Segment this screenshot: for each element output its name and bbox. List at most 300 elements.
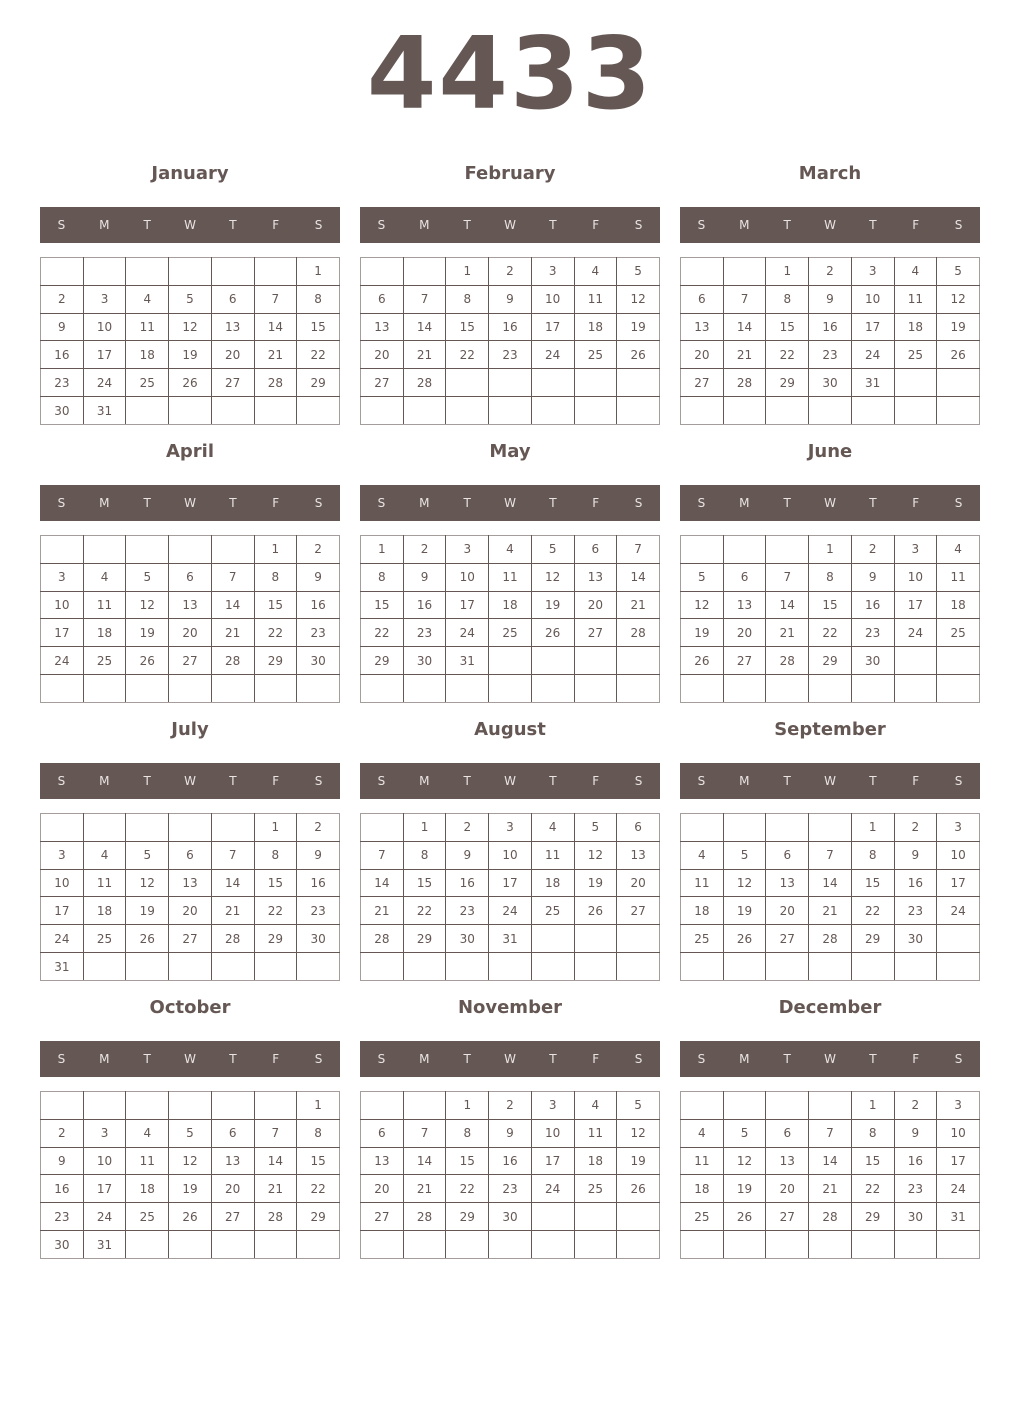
- weekday-label: S: [634, 1052, 643, 1066]
- weekday-label: T: [549, 774, 557, 788]
- day-cell: 4: [531, 814, 574, 842]
- day-cell: 26: [574, 897, 617, 925]
- day-cell: 10: [41, 591, 84, 619]
- day-cell: 12: [126, 591, 169, 619]
- day-cell: 14: [403, 313, 446, 341]
- weekday-label: M: [99, 1052, 110, 1066]
- day-cell: 29: [361, 647, 404, 675]
- day-cell: [723, 1231, 766, 1259]
- day-cell: 12: [531, 563, 574, 591]
- day-cell: 21: [254, 1175, 297, 1203]
- day-cell: [937, 647, 980, 675]
- day-cell: [531, 369, 574, 397]
- day-cell: 6: [574, 536, 617, 564]
- week-row: [361, 675, 660, 703]
- weekday-label: S: [57, 218, 66, 232]
- day-cell: 27: [211, 1203, 254, 1231]
- day-cell: [83, 258, 126, 286]
- day-cell: 2: [809, 258, 852, 286]
- day-cell: 2: [446, 814, 489, 842]
- weekday-label: S: [954, 218, 963, 232]
- day-cell: 9: [403, 563, 446, 591]
- day-cell: 22: [297, 341, 340, 369]
- day-cell: 2: [894, 1092, 937, 1120]
- weekday-label: M: [739, 496, 750, 510]
- day-cell: 29: [254, 925, 297, 953]
- day-cell: 28: [211, 647, 254, 675]
- day-cell: 23: [489, 1175, 532, 1203]
- weekday-label: F: [592, 774, 600, 788]
- weekday-label: S: [377, 774, 386, 788]
- day-cell: 8: [254, 563, 297, 591]
- day-cell: 21: [403, 1175, 446, 1203]
- day-cell: 6: [211, 285, 254, 313]
- day-cell: 9: [41, 313, 84, 341]
- day-cell: 19: [681, 619, 724, 647]
- weekday-header: [360, 763, 660, 799]
- week-row: [41, 1092, 340, 1120]
- day-cell: 4: [126, 1119, 169, 1147]
- weekday-label: M: [99, 774, 110, 788]
- day-cell: 12: [169, 313, 212, 341]
- day-cell: 23: [894, 1175, 937, 1203]
- week-row: [41, 369, 340, 397]
- weekday-header: [40, 1041, 340, 1077]
- day-cell: 12: [617, 285, 660, 313]
- day-cell: 28: [617, 619, 660, 647]
- day-cell: [681, 536, 724, 564]
- weekday-label: W: [504, 774, 516, 788]
- weekday-label: F: [912, 218, 920, 232]
- day-grid: [680, 1091, 980, 1259]
- week-row: [361, 953, 660, 981]
- day-cell: 15: [809, 591, 852, 619]
- day-cell: [574, 953, 617, 981]
- day-cell: 19: [126, 619, 169, 647]
- day-cell: 17: [41, 897, 84, 925]
- week-row: [361, 1231, 660, 1259]
- day-cell: 4: [681, 1119, 724, 1147]
- week-row: [41, 841, 340, 869]
- weekday-label: T: [229, 1052, 237, 1066]
- weekday-label: M: [419, 1052, 430, 1066]
- day-cell: 4: [83, 563, 126, 591]
- day-cell: 23: [41, 1203, 84, 1231]
- week-row: [681, 1203, 980, 1231]
- day-cell: 11: [681, 1147, 724, 1175]
- day-cell: 24: [489, 897, 532, 925]
- month-name: March: [798, 163, 862, 184]
- day-cell: 10: [937, 1119, 980, 1147]
- day-cell: 19: [126, 897, 169, 925]
- weekday-label: T: [783, 496, 791, 510]
- day-cell: 28: [723, 369, 766, 397]
- day-cell: 14: [254, 313, 297, 341]
- week-row: [361, 1203, 660, 1231]
- week-row: [361, 563, 660, 591]
- day-cell: 25: [681, 1203, 724, 1231]
- day-cell: 22: [809, 619, 852, 647]
- day-cell: 22: [254, 619, 297, 647]
- day-cell: [446, 675, 489, 703]
- day-cell: [531, 675, 574, 703]
- day-cell: 3: [937, 814, 980, 842]
- day-cell: [574, 397, 617, 425]
- day-cell: [851, 953, 894, 981]
- weekday-label: S: [697, 774, 706, 788]
- day-cell: 13: [361, 313, 404, 341]
- week-row: [681, 397, 980, 425]
- day-cell: [126, 1231, 169, 1259]
- day-cell: [361, 1231, 404, 1259]
- weekday-label: W: [504, 1052, 516, 1066]
- day-cell: 16: [297, 591, 340, 619]
- day-cell: 16: [894, 869, 937, 897]
- weekday-label: F: [592, 496, 600, 510]
- weekday-label: M: [419, 774, 430, 788]
- day-cell: [489, 675, 532, 703]
- day-cell: 3: [83, 1119, 126, 1147]
- week-row: [681, 953, 980, 981]
- day-cell: [851, 675, 894, 703]
- day-cell: 2: [297, 536, 340, 564]
- day-cell: 14: [403, 1147, 446, 1175]
- day-cell: 1: [403, 814, 446, 842]
- day-cell: [403, 1092, 446, 1120]
- weekday-label: S: [314, 496, 323, 510]
- day-cell: 10: [41, 869, 84, 897]
- day-cell: 3: [489, 814, 532, 842]
- day-cell: [489, 1231, 532, 1259]
- day-cell: [254, 1092, 297, 1120]
- day-cell: 21: [809, 897, 852, 925]
- weekday-label: F: [272, 496, 280, 510]
- weekday-label: T: [463, 774, 471, 788]
- day-cell: 5: [723, 1119, 766, 1147]
- day-cell: [489, 953, 532, 981]
- day-cell: 26: [937, 341, 980, 369]
- day-cell: [41, 1092, 84, 1120]
- day-cell: [574, 1231, 617, 1259]
- day-cell: 4: [126, 285, 169, 313]
- day-cell: 29: [297, 369, 340, 397]
- weekday-label: T: [869, 496, 877, 510]
- week-row: [681, 341, 980, 369]
- day-cell: 30: [851, 647, 894, 675]
- day-cell: 27: [169, 647, 212, 675]
- week-row: [41, 814, 340, 842]
- day-cell: 25: [531, 897, 574, 925]
- day-cell: 24: [531, 1175, 574, 1203]
- day-cell: 13: [617, 841, 660, 869]
- day-cell: 20: [681, 341, 724, 369]
- weekday-label: M: [739, 774, 750, 788]
- week-row: [361, 1119, 660, 1147]
- day-cell: 31: [83, 397, 126, 425]
- weekday-label: W: [184, 1052, 196, 1066]
- month-june: [680, 441, 980, 711]
- day-cell: [211, 814, 254, 842]
- weekday-label: S: [954, 496, 963, 510]
- weekday-label: S: [57, 1052, 66, 1066]
- day-cell: 15: [361, 591, 404, 619]
- week-row: [41, 285, 340, 313]
- day-cell: [83, 1092, 126, 1120]
- weekday-label: S: [697, 496, 706, 510]
- day-cell: 25: [83, 925, 126, 953]
- month-july: [40, 719, 340, 989]
- week-row: [681, 313, 980, 341]
- day-cell: 1: [361, 536, 404, 564]
- day-cell: 17: [531, 1147, 574, 1175]
- week-row: [681, 925, 980, 953]
- day-cell: 18: [574, 313, 617, 341]
- day-cell: 21: [723, 341, 766, 369]
- day-cell: 21: [766, 619, 809, 647]
- day-cell: 7: [403, 285, 446, 313]
- day-cell: 15: [297, 313, 340, 341]
- day-cell: 14: [211, 591, 254, 619]
- day-cell: 2: [403, 536, 446, 564]
- day-cell: 12: [574, 841, 617, 869]
- day-cell: 25: [574, 341, 617, 369]
- week-row: [681, 814, 980, 842]
- day-cell: 16: [41, 341, 84, 369]
- week-row: [681, 1147, 980, 1175]
- day-cell: [851, 1231, 894, 1259]
- week-row: [361, 285, 660, 313]
- day-cell: 20: [211, 1175, 254, 1203]
- day-cell: 15: [403, 869, 446, 897]
- day-cell: 14: [211, 869, 254, 897]
- day-cell: [211, 675, 254, 703]
- day-cell: 8: [297, 1119, 340, 1147]
- day-cell: 21: [211, 619, 254, 647]
- weekday-label: T: [869, 218, 877, 232]
- day-cell: 27: [574, 619, 617, 647]
- month-name: February: [464, 163, 556, 184]
- weekday-label: T: [783, 218, 791, 232]
- day-cell: 4: [489, 536, 532, 564]
- day-cell: 24: [41, 925, 84, 953]
- day-cell: 16: [489, 313, 532, 341]
- day-cell: 24: [937, 897, 980, 925]
- day-cell: [681, 1231, 724, 1259]
- day-cell: 24: [446, 619, 489, 647]
- day-cell: 26: [723, 925, 766, 953]
- day-cell: 12: [937, 285, 980, 313]
- day-cell: 19: [937, 313, 980, 341]
- day-cell: 19: [723, 897, 766, 925]
- day-cell: 17: [83, 1175, 126, 1203]
- day-cell: 21: [617, 591, 660, 619]
- day-cell: 1: [446, 258, 489, 286]
- day-cell: [617, 397, 660, 425]
- day-cell: 26: [169, 1203, 212, 1231]
- month-name: May: [489, 441, 531, 462]
- weekday-label: T: [549, 1052, 557, 1066]
- day-cell: 1: [297, 258, 340, 286]
- day-cell: 20: [169, 619, 212, 647]
- day-cell: 23: [403, 619, 446, 647]
- day-cell: [617, 925, 660, 953]
- day-cell: 1: [851, 814, 894, 842]
- day-cell: 17: [894, 591, 937, 619]
- day-cell: 11: [83, 869, 126, 897]
- day-cell: [297, 1231, 340, 1259]
- day-grid: [360, 1091, 660, 1259]
- day-cell: 30: [446, 925, 489, 953]
- weekday-label: W: [504, 496, 516, 510]
- day-cell: 7: [211, 563, 254, 591]
- day-cell: 12: [681, 591, 724, 619]
- day-cell: 19: [169, 1175, 212, 1203]
- day-cell: 14: [361, 869, 404, 897]
- day-cell: 7: [361, 841, 404, 869]
- weekday-label: T: [869, 774, 877, 788]
- week-row: [361, 897, 660, 925]
- weekday-header: [680, 763, 980, 799]
- day-cell: 7: [254, 1119, 297, 1147]
- day-cell: [83, 675, 126, 703]
- day-cell: 18: [83, 897, 126, 925]
- weekday-label: F: [912, 496, 920, 510]
- day-cell: [211, 258, 254, 286]
- weekday-header: [680, 207, 980, 243]
- day-cell: 3: [41, 841, 84, 869]
- day-cell: 8: [766, 285, 809, 313]
- day-cell: 27: [723, 647, 766, 675]
- day-grid: [40, 535, 340, 703]
- day-cell: [254, 675, 297, 703]
- day-cell: 9: [851, 563, 894, 591]
- weekday-label: T: [143, 774, 151, 788]
- day-cell: 5: [617, 1092, 660, 1120]
- weekday-label: T: [869, 1052, 877, 1066]
- day-cell: 2: [297, 814, 340, 842]
- day-cell: 17: [41, 619, 84, 647]
- week-row: [361, 1147, 660, 1175]
- month-december: [680, 997, 980, 1267]
- month-april: [40, 441, 340, 711]
- day-cell: 23: [894, 897, 937, 925]
- day-cell: [83, 536, 126, 564]
- day-cell: 7: [809, 841, 852, 869]
- weekday-label: S: [377, 496, 386, 510]
- day-cell: [851, 397, 894, 425]
- day-cell: 15: [446, 313, 489, 341]
- day-cell: 29: [851, 1203, 894, 1231]
- week-row: [361, 591, 660, 619]
- day-cell: 3: [531, 258, 574, 286]
- day-cell: 29: [403, 925, 446, 953]
- weekday-header: [680, 485, 980, 521]
- day-cell: 25: [126, 369, 169, 397]
- day-cell: 29: [254, 647, 297, 675]
- weekday-label: F: [912, 774, 920, 788]
- week-row: [41, 1231, 340, 1259]
- day-cell: 2: [41, 1119, 84, 1147]
- day-cell: 3: [894, 536, 937, 564]
- weekday-label: T: [143, 496, 151, 510]
- day-cell: 25: [681, 925, 724, 953]
- weekday-header: [360, 485, 660, 521]
- day-cell: 13: [169, 869, 212, 897]
- day-cell: 5: [617, 258, 660, 286]
- day-cell: 14: [766, 591, 809, 619]
- day-grid: [40, 813, 340, 981]
- day-cell: [126, 953, 169, 981]
- week-row: [681, 619, 980, 647]
- day-grid: [680, 535, 980, 703]
- weekday-label: W: [184, 218, 196, 232]
- day-cell: 6: [169, 841, 212, 869]
- day-cell: 15: [851, 1147, 894, 1175]
- day-cell: 28: [403, 1203, 446, 1231]
- day-cell: 14: [254, 1147, 297, 1175]
- day-grid: [360, 813, 660, 981]
- day-cell: 31: [851, 369, 894, 397]
- day-cell: 13: [723, 591, 766, 619]
- day-cell: 1: [254, 536, 297, 564]
- day-cell: [83, 814, 126, 842]
- day-cell: 31: [489, 925, 532, 953]
- day-cell: [809, 953, 852, 981]
- day-cell: 5: [169, 285, 212, 313]
- day-cell: 6: [766, 1119, 809, 1147]
- day-cell: 4: [681, 841, 724, 869]
- day-cell: [809, 1092, 852, 1120]
- day-cell: [574, 369, 617, 397]
- day-cell: 15: [446, 1147, 489, 1175]
- day-cell: 6: [681, 285, 724, 313]
- day-cell: [809, 675, 852, 703]
- day-cell: 11: [126, 1147, 169, 1175]
- day-cell: [126, 258, 169, 286]
- week-row: [681, 675, 980, 703]
- day-cell: [681, 953, 724, 981]
- weekday-label: T: [229, 218, 237, 232]
- day-cell: 9: [894, 1119, 937, 1147]
- weekday-label: T: [463, 1052, 471, 1066]
- day-cell: 22: [361, 619, 404, 647]
- day-cell: 12: [617, 1119, 660, 1147]
- day-cell: [41, 536, 84, 564]
- week-row: [41, 397, 340, 425]
- day-cell: [531, 397, 574, 425]
- day-cell: 24: [531, 341, 574, 369]
- day-cell: 27: [361, 1203, 404, 1231]
- day-cell: 4: [83, 841, 126, 869]
- day-cell: 22: [851, 1175, 894, 1203]
- day-cell: 17: [937, 869, 980, 897]
- day-cell: 6: [211, 1119, 254, 1147]
- month-name: September: [774, 719, 886, 740]
- month-february: [360, 163, 660, 433]
- weekday-label: W: [824, 1052, 836, 1066]
- day-cell: 7: [211, 841, 254, 869]
- week-row: [41, 897, 340, 925]
- week-row: [361, 397, 660, 425]
- day-cell: 22: [766, 341, 809, 369]
- weekday-label: W: [824, 496, 836, 510]
- day-cell: 18: [574, 1147, 617, 1175]
- day-cell: 5: [681, 563, 724, 591]
- day-cell: 12: [723, 869, 766, 897]
- weekday-label: S: [634, 774, 643, 788]
- weekday-label: T: [143, 1052, 151, 1066]
- week-row: [41, 925, 340, 953]
